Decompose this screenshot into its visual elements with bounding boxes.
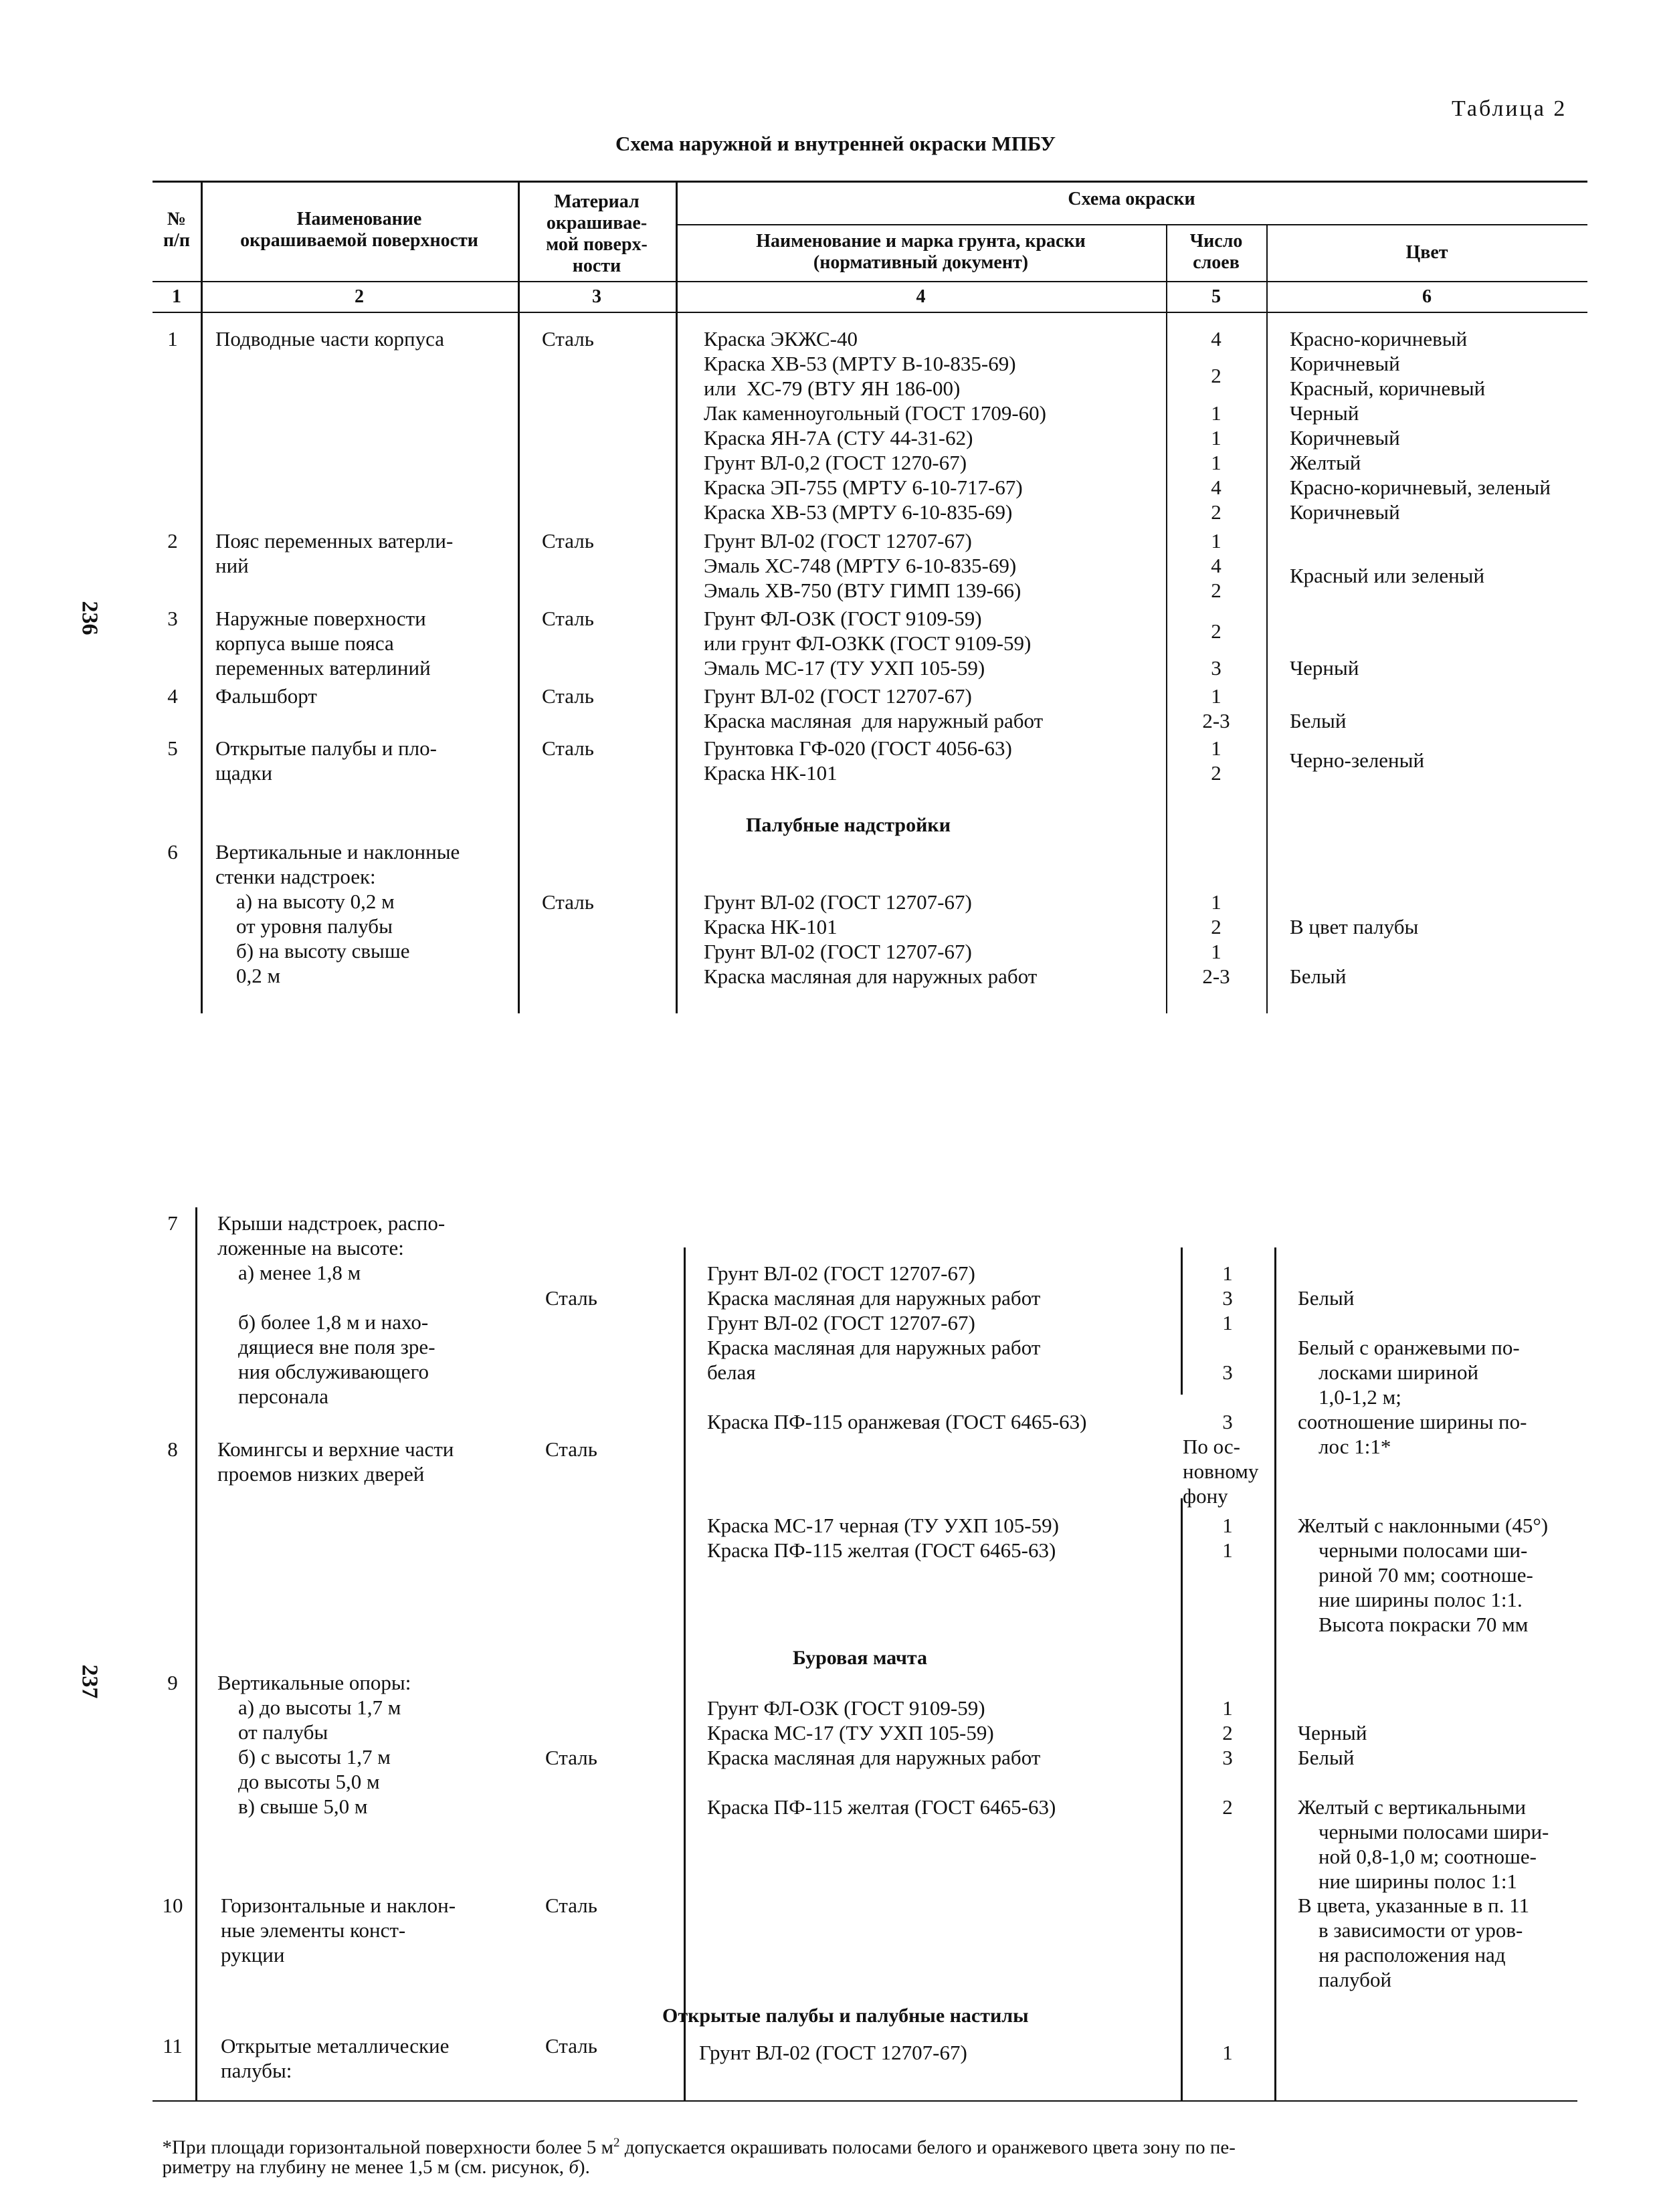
row-layers: 3 (1222, 1286, 1233, 1310)
row-color: Белый (1290, 965, 1347, 988)
row-material: Сталь (545, 1746, 597, 1769)
row-paint: Грунт ВЛ-02 (ГОСТ 12707-67) Краска масляная для наружных работ Грунт ВЛ-02 (ГОСТ 12707-67) Краска масляная для наружных работ белая Краска ПФ-115 оранжевая (ГОСТ 6465-63) (707, 1262, 1087, 1433)
row-surface: Открытые палубы и пло- щадки (215, 736, 437, 785)
scheme-subheader-rule (676, 224, 1587, 225)
section-title-derrick: Буровая мачта (793, 1647, 928, 1669)
row-layers: 2 (1211, 364, 1222, 387)
row-surface: Горизонтальные и наклон- ные элементы конст- рукции (221, 1894, 456, 1967)
col-header-scheme: Схема окраски (1068, 189, 1195, 209)
table-label: Таблица 2 (1452, 96, 1567, 121)
row-surface: Вертикальные опоры: а) до высоты 1,7 м от палубы б) с высоты 1,7 м до высоты 5,0 м в) свыше 5,0 м (217, 1671, 411, 1818)
row-layers-note: По ос- новному фону (1183, 1435, 1259, 1508)
row-paint: Краска ПФ-115 желтая (ГОСТ 6465-63) (707, 1795, 1056, 1819)
col-divider-5 (1266, 224, 1268, 1013)
col-header-color: Цвет (1405, 242, 1448, 263)
row-layers: 1 (1211, 684, 1222, 708)
footnote-text-1: *При площади горизонтальной поверхности более 5 м (162, 2136, 613, 2158)
row-layers: 1 (1222, 1514, 1233, 1537)
row-layers: 1 (1211, 890, 1222, 914)
col-header-layers: Число слоев (1189, 231, 1243, 273)
row-layers: 1 (1222, 1696, 1233, 1720)
row-layers: 3 (1222, 1361, 1233, 1384)
row-surface: Фальшборт (215, 684, 317, 708)
header-bottom-rule (153, 281, 1587, 282)
row-color: Белый с оранжевыми по- лосками шириной 1,0-1,2 м; соотношение ширины по- лос 1:1* (1298, 1336, 1527, 1458)
row-layers: 2 (1222, 1721, 1233, 1744)
footnote-line-2 (153, 2131, 590, 2179)
row-paint: Грунт ВЛ-02 (ГОСТ 12707-67) Краска масляная для наружный работ (704, 684, 1044, 732)
row-color: Черно-зеленый (1290, 748, 1425, 772)
row-paint: Грунт ВЛ-02 (ГОСТ 12707-67) Эмаль ХС-748 (МРТУ 6-10-835-69) Эмаль ХВ-750 (ВТУ ГИМП 139-66) (704, 529, 1021, 602)
footnote-text-3: риметру на глубину не менее 1,5 м (см. рисунок, (162, 2156, 569, 2178)
row-number: 5 (167, 736, 178, 760)
table-title: Схема наружной и внутренней окраски МПБУ (615, 132, 1056, 155)
col-index-4: 4 (916, 286, 926, 307)
row-number: 4 (167, 684, 178, 708)
row-color: Желтый с вертикальными черными полосами шири- ной 0,8-1,0 м; соотноше- ние ширины полос 1:1 (1298, 1795, 1549, 1893)
row-layers: 1 (1222, 1311, 1233, 1334)
row-material: Сталь (542, 529, 594, 552)
page-number-upper: 236 (77, 601, 102, 635)
row-layers: 2 (1222, 1795, 1233, 1819)
col-index-6: 6 (1422, 286, 1432, 307)
row-material: Сталь (545, 1286, 597, 1310)
row-number: 1 (167, 327, 178, 350)
row-color: В цвет палубы (1290, 915, 1419, 938)
row-layers: 2 (1211, 579, 1222, 602)
row-layers: 4 (1211, 476, 1222, 499)
footnote-sup: 2 (613, 2136, 620, 2150)
row-surface: Крыши надстроек, распо- ложенные на высоте: а) менее 1,8 м б) более 1,8 м и нахо- дящиеся вне поля зре- ния обслуживающего персонала (217, 1211, 446, 1408)
footnote-text-4: ). (578, 2156, 590, 2178)
row-layers: 2-3 (1202, 965, 1230, 988)
row-material: Сталь (542, 736, 594, 760)
index-row-bottom-rule (153, 312, 1587, 313)
row-layers: 4 (1211, 327, 1222, 350)
row-material: Сталь (542, 607, 594, 630)
row-layers: 1 (1211, 940, 1222, 963)
row-layers: 2 (1211, 500, 1222, 524)
page-number-lower: 237 (77, 1664, 102, 1699)
row-layers: 2 (1211, 619, 1222, 643)
section-title-superstructures: Палубные надстройки (746, 814, 951, 836)
row-paint: Грунт ФЛ-ОЗК (ГОСТ 9109-59) или грунт ФЛ-ОЗКК (ГОСТ 9109-59) Эмаль МС-17 (ТУ УХП 105-59) (704, 607, 1032, 680)
col-index-1: 1 (172, 286, 181, 307)
row-color: Желтый с наклонными (45°) черными полосами ши- риной 70 мм; соотноше- ние ширины полос 1:1. Высота покраски 70 мм (1298, 1514, 1549, 1636)
row-surface: Вертикальные и наклонные стенки надстроек: а) на высоту 0,2 м от уровня палубы б) на высоту свыше 0,2 м (215, 840, 460, 987)
lower-col-divider-4 (1274, 1247, 1276, 2100)
row-surface: Пояс переменных ватерли- ний (215, 529, 454, 577)
row-number: 2 (167, 529, 178, 552)
row-number: 8 (167, 1437, 178, 1461)
row-material: Сталь (542, 327, 594, 350)
row-layers: 2-3 (1202, 709, 1230, 732)
row-material: Сталь (545, 1437, 597, 1461)
footnote-italic: б (569, 2156, 579, 2178)
row-layers: 2 (1211, 915, 1222, 938)
row-color: Белый (1290, 709, 1347, 732)
row-surface: Открытые металлические палубы: (221, 2034, 450, 2082)
row-number: 3 (167, 607, 178, 630)
lower-col-divider-1 (195, 1207, 197, 2100)
row-layers: 1 (1211, 529, 1222, 552)
col-header-no: № п/п (163, 209, 191, 251)
row-paint: Грунт ВЛ-02 (ГОСТ 12707-67) Краска НК-101 Грунт ВЛ-02 (ГОСТ 12707-67) Краска масляная для наружных работ (704, 890, 1038, 988)
row-number: 6 (167, 840, 178, 864)
col-index-2: 2 (355, 286, 364, 307)
row-paint: Краска МС-17 черная (ТУ УХП 105-59) Краска ПФ-115 желтая (ГОСТ 6465-63) (707, 1514, 1059, 1562)
section-title-decks: Открытые палубы и палубные настилы (662, 2005, 1029, 2027)
table-top-rule (153, 181, 1587, 183)
row-layers: 3 (1211, 656, 1222, 680)
row-number: 9 (167, 1671, 178, 1694)
row-color: Черный (1290, 656, 1359, 680)
row-layers: 2 (1211, 761, 1222, 785)
row-color: В цвета, указанные в п. 11 в зависимости от уров- ня расположения над палубой (1298, 1894, 1530, 1991)
row-paint: Грунт ВЛ-02 (ГОСТ 12707-67) (699, 2041, 967, 2064)
row-layers: 1 (1211, 401, 1222, 425)
col-index-3: 3 (592, 286, 601, 307)
row-layers: 1 (1222, 2041, 1233, 2064)
row-material: Сталь (542, 684, 594, 708)
footnote-text-2: допускается окрашивать полосами белого и оранжевого цвета зону по пе- (619, 2136, 1236, 2158)
row-material: Сталь (545, 2034, 597, 2057)
row-paint: Краска ЭКЖС-40 Краска ХВ-53 (МРТУ В-10-835-69) или ХС-79 (ВТУ ЯН 186-00) Лак каменноугольный (ГОСТ 1709-60) Краска ЯН-7А (СТУ 44-31-62) Грунт ВЛ-0,2 (ГОСТ 1270-67) Краска ЭП-755 (МРТУ 6-10-717-67) Краска ХВ-53 (МРТУ 6-10-835-69) (704, 327, 1046, 524)
row-surface: Наружные поверхности корпуса выше пояса переменных ватерлиний (215, 607, 431, 680)
col-header-paint: Наименование и марка грунта, краски (нормативный документ) (756, 231, 1086, 273)
row-layers: 1 (1222, 1262, 1233, 1285)
col-index-5: 5 (1211, 286, 1221, 307)
row-layers: 3 (1222, 1746, 1233, 1769)
col-header-material: Материал окрашивае- мой поверх- ности (546, 191, 648, 276)
row-layers: 1 (1222, 1538, 1233, 1562)
footnote-rule (153, 2100, 1577, 2102)
row-layers: 1 (1211, 736, 1222, 760)
row-surface: Комингсы и верхние части проемов низких дверей (217, 1437, 454, 1486)
row-material: Сталь (542, 890, 594, 914)
row-paint: Грунт ФЛ-ОЗК (ГОСТ 9109-59) Краска МС-17 (ТУ УХП 105-59) Краска масляная для наружных работ (707, 1696, 1041, 1769)
row-color: Красно-коричневый Коричневый Красный, коричневый Черный Коричневый Желтый Красно-коричневый, зеленый Коричневый (1290, 327, 1551, 524)
row-paint: Грунтовка ГФ-020 (ГОСТ 4056-63) Краска НК-101 (704, 736, 1012, 785)
lower-col-divider-2 (684, 1247, 686, 2100)
row-layers: 1 (1211, 426, 1222, 449)
col-header-surface: Наименование окрашиваемой поверхности (240, 209, 478, 251)
row-layers: 4 (1211, 554, 1222, 577)
row-number: 7 (167, 1211, 178, 1235)
row-surface: Подводные части корпуса (215, 327, 444, 350)
row-material: Сталь (545, 1894, 597, 1917)
row-color: Красный или зеленый (1290, 564, 1485, 587)
row-layers: 1 (1211, 451, 1222, 474)
row-number: 10 (162, 1894, 183, 1917)
row-layers: 3 (1222, 1410, 1233, 1433)
row-number: 11 (163, 2034, 183, 2057)
row-color: Белый (1298, 1286, 1355, 1310)
row-color: Черный Белый (1298, 1721, 1367, 1769)
